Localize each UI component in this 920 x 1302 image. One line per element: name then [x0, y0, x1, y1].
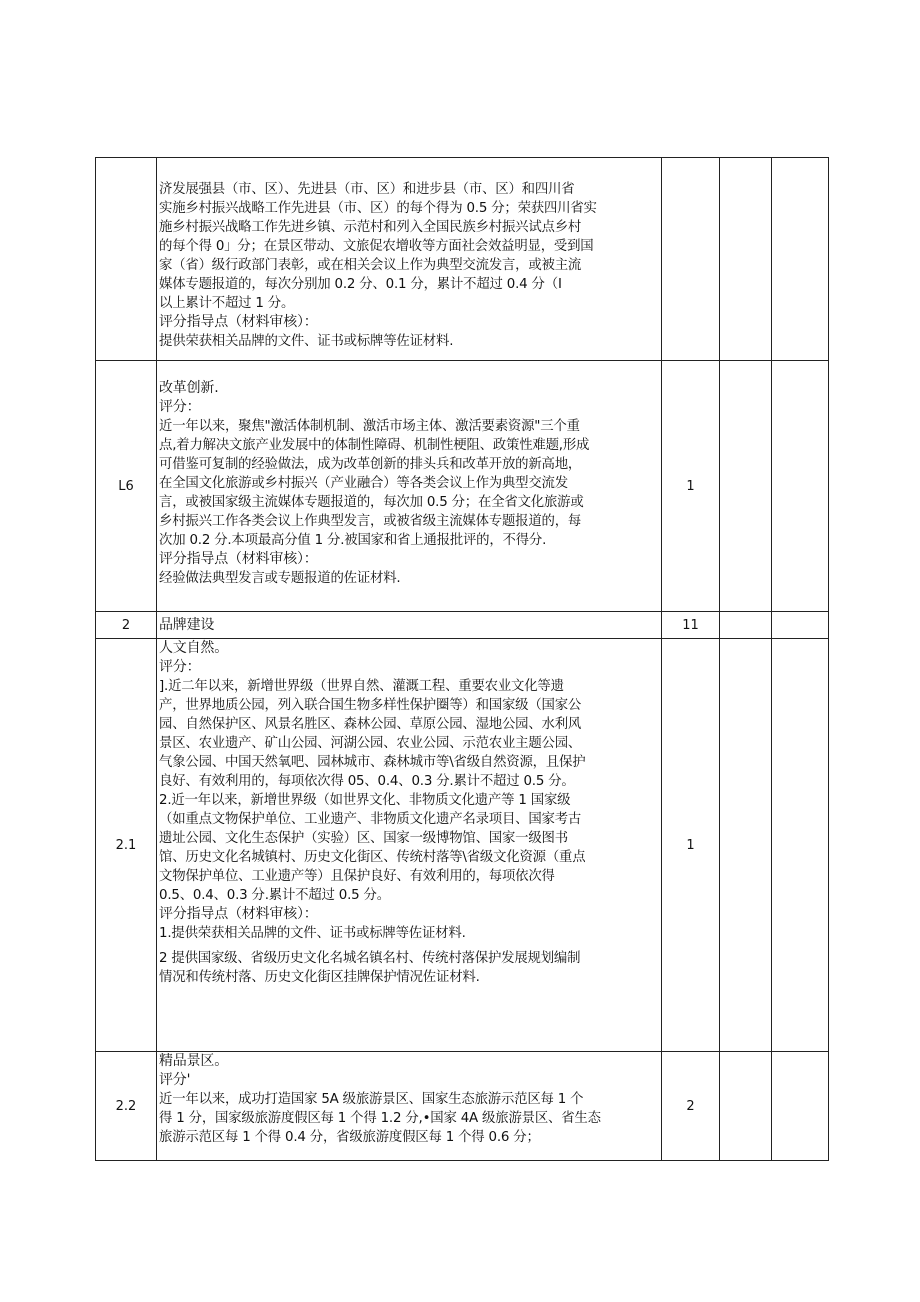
- item-number: [96, 158, 157, 361]
- criteria-text: 济发展强县（市、区）、先进县（市、区）和进步县（市、区）和四川省 实施乡村振兴战略工作先进县（市、区）的每个得为 0.5 分；荣获四川省实 施乡村振兴战略工作先进乡镇、示范村和列入全国民族乡村振兴试点乡村 的每个得 0」分；在景区带动、文旅促农增收等方面社会效益明显，受到国 家（省）级行政部门表彰，或在相关会议上作为典型交流发言，或被主流 媒体专题报道的，每次分别加 0.2 分、0.1 分，累计不超过 0.4 分（I 以上累计不超过 1 分。 评分指导点（材料审核）： 提供荣获相关品牌的文件、证书或标牌等佐证材料.: [157, 158, 662, 361]
- score-value: 1: [662, 361, 720, 612]
- criteria-text: 改革创新. 评分： 近一年以来，聚焦"激活体制机制、激活市场主体、激活要素资源"三个重 点,着力解决文旅产业发展中的体制性障碍、机制性梗阻、政策性难题,形成 可借鉴可复制的经验做法，成为改革创新的排头兵和改革开放的新高地， 在全国文化旅游或乡村振兴（产业融合）等各类会议上作为典型交流发 言，或被国家级主流媒体专题报道的，每次加 0.5 分；在全省文化旅游或 乡村振兴工作各类会议上作典型发言，或被省级主流媒体专题报道的，每 次加 0.2 分.本项最高分值 1 分.被国家和省上通报批评的，不得分. 评分指导点（材料审核）： 经验做法典型发言或专题报道的佐证材料.: [157, 361, 662, 612]
- empty-cell: [772, 158, 829, 361]
- criteria-text: 人文自然。 评分： ].近二年以来，新增世界级（世界自然、灌溉工程、重要农业文化等遗 产，世界地质公园，列入联合国生物多样性保护圈等）和国家级（国家公 园、自然保护区、风景名胜区、森林公园、草原公园、湿地公园、水利风 景区、农业遗产、矿山公园、河湖公园、农业公园、示范农业主题公园、 气象公园、中国天然氧吧、园林城市、森林城市等\省级自然资源，且保护 良好、有效利用的，每项依次得 05、0.4、0.3 分.累计不超过 0.5 分。 2.近一年以来，新增世界级（如世界文化、非物质文化遗产等 1 国家级 （如重点文物保护单位、工业遗产、非物质文化遗产名录项目、国家考古 遗址公园、文化生态保护（实验）区、国家一级博物馆、国家一级图书 馆、历史文化名城镇村、历史文化街区、传统村落等\省级文化资源（重点 文物保护单位、工业遗产等）且保护良好、有效利用的，每项依次得 0.5、0.4、0.3 分.累计不超过 0.5 分。 评分指导点（材料审核）： 1.提供荣获相关品牌的文件、证书或标牌等佐证材料. 2 提供国家级、省级历史文化名城名镇名村、传统村落保护发展规划编制 情况和传统村落、历史文化街区挂牌保护情况佐证材料.: [157, 639, 662, 1052]
- empty-cell: [720, 361, 772, 612]
- item-number: 2.2: [96, 1052, 157, 1161]
- table-row: [96, 639, 829, 1052]
- scoring-table: [95, 157, 829, 1161]
- table-row: [96, 1052, 829, 1161]
- empty-cell: [772, 639, 829, 1052]
- item-number: L6: [96, 361, 157, 612]
- criteria-text: 精品景区。 评分' 近一年以来，成功打造国家 5A 级旅游景区、国家生态旅游示范区每 1 个 得 1 分，国家级旅游度假区每 1 个得 1.2 分,•国家 4A 级旅游景区、省生态 旅游示范区每 1 个得 0.4 分，省级旅游度假区每 1 个得 0.6 分；: [157, 1052, 662, 1161]
- criteria-text: 品牌建设: [157, 612, 662, 639]
- score-value: 11: [662, 612, 720, 639]
- table-row: [96, 361, 829, 612]
- empty-cell: [772, 1052, 829, 1161]
- empty-cell: [720, 612, 772, 639]
- table-row: [96, 612, 829, 639]
- empty-cell: [772, 612, 829, 639]
- item-number: 2.1: [96, 639, 157, 1052]
- table-row: [96, 158, 829, 361]
- empty-cell: [720, 158, 772, 361]
- item-number: 2: [96, 612, 157, 639]
- empty-cell: [772, 361, 829, 612]
- empty-cell: [720, 639, 772, 1052]
- score-value: [662, 158, 720, 361]
- score-value: 1: [662, 639, 720, 1052]
- empty-cell: [720, 1052, 772, 1161]
- score-value: 2: [662, 1052, 720, 1161]
